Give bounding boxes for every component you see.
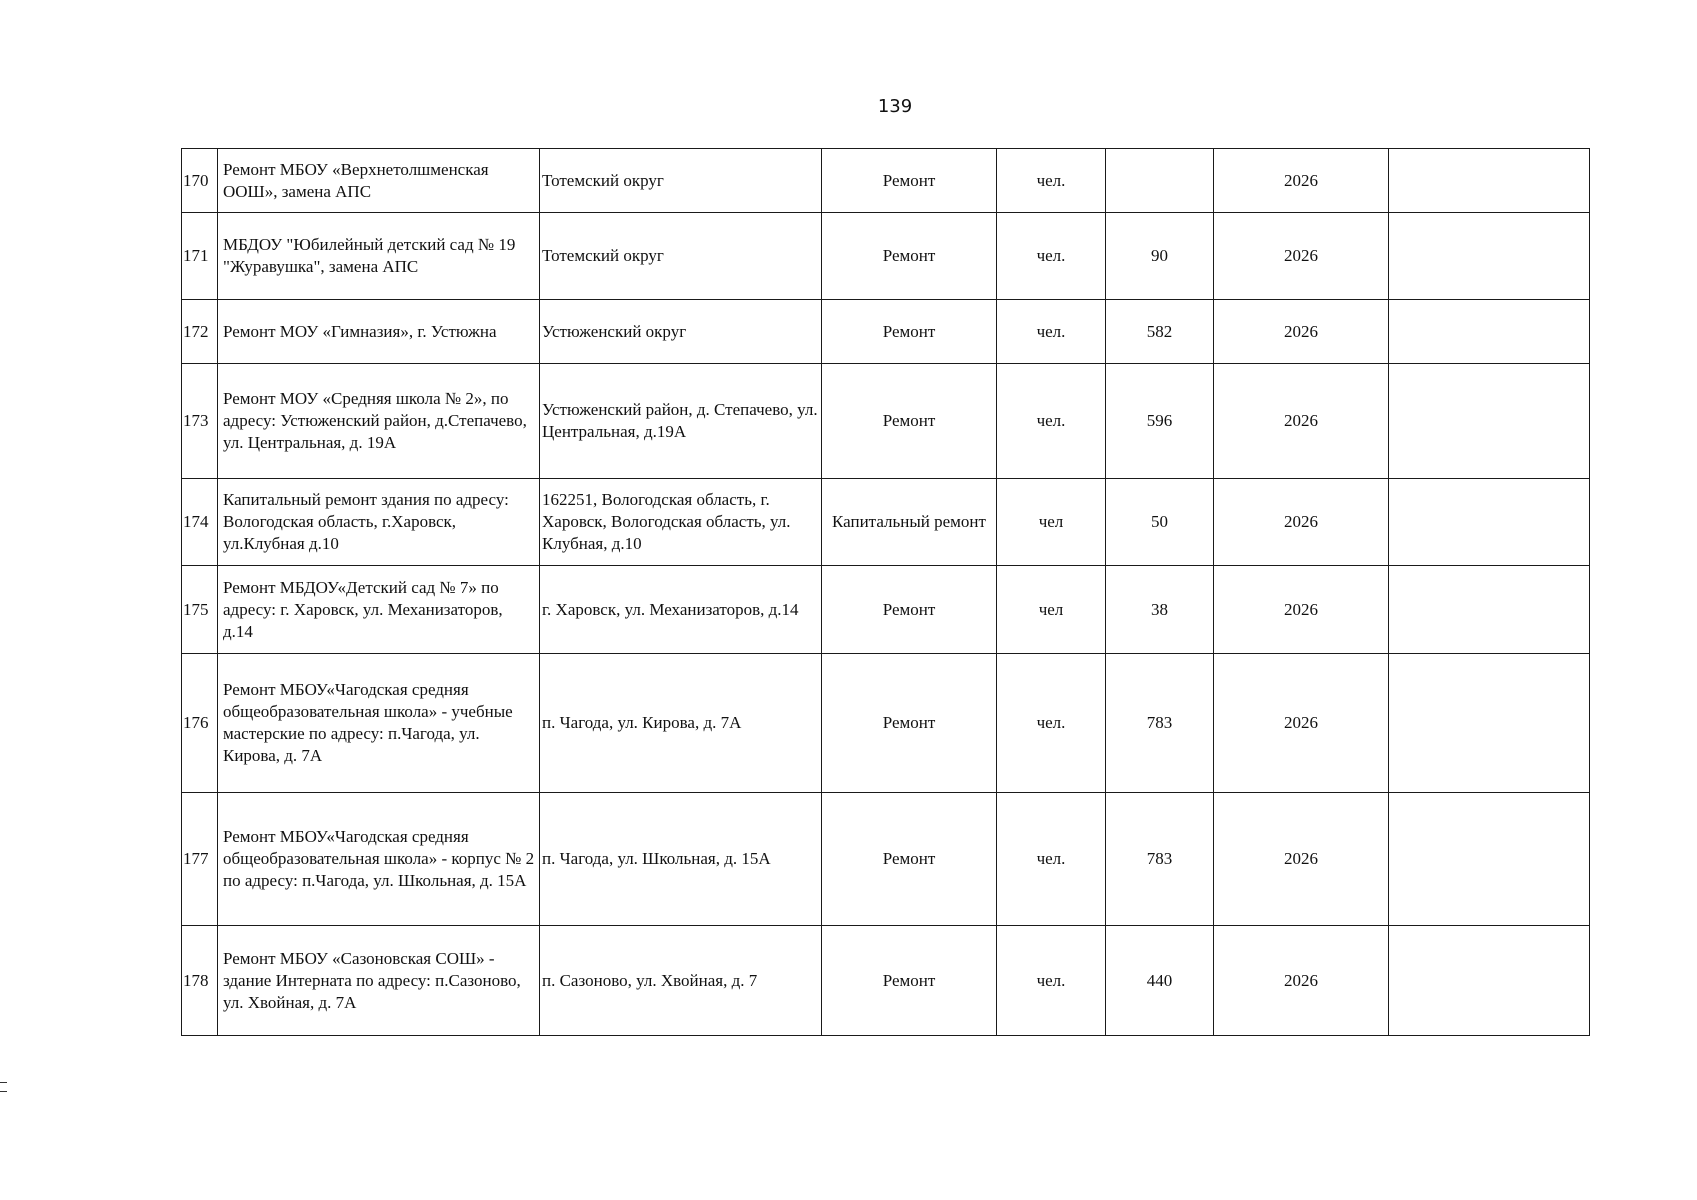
table-row [182, 213, 1590, 300]
unit-cell: чел. [997, 926, 1106, 1036]
year-cell: 2026 [1214, 654, 1389, 793]
year-cell: 2026 [1214, 793, 1389, 926]
address-cell: Тотемский округ [540, 213, 822, 300]
capacity-cell: 440 [1106, 926, 1214, 1036]
note-cell [1389, 213, 1590, 300]
object-name-cell: Ремонт МБДОУ«Детский сад № 7» по адресу: г. Харовск, ул. Механизаторов, д.14 [218, 566, 540, 654]
address-cell: г. Харовск, ул. Механизаторов, д.14 [540, 566, 822, 654]
capacity-cell: 50 [1106, 479, 1214, 566]
address-cell: п. Сазоново, ул. Хвойная, д. 7 [540, 926, 822, 1036]
table-row [182, 793, 1590, 926]
scan-edge-mark [0, 1082, 7, 1092]
work-type-cell: Ремонт [822, 149, 997, 213]
work-type-cell: Ремонт [822, 793, 997, 926]
table-row [182, 364, 1590, 479]
address-cell: Устюженский округ [540, 300, 822, 364]
objects-table-container [181, 148, 1589, 1036]
year-cell: 2026 [1214, 149, 1389, 213]
row-number-cell: 170 [182, 149, 218, 213]
note-cell [1389, 654, 1590, 793]
object-name-cell: Ремонт МБОУ«Чагодская средняя общеобразовательная школа» - учебные мастерские по адресу: п.Чагода, ул. Кирова, д. 7А [218, 654, 540, 793]
capacity-cell: 783 [1106, 654, 1214, 793]
row-number-cell: 176 [182, 654, 218, 793]
year-cell: 2026 [1214, 566, 1389, 654]
row-number-cell: 172 [182, 300, 218, 364]
row-number-cell: 177 [182, 793, 218, 926]
year-cell: 2026 [1214, 213, 1389, 300]
unit-cell: чел. [997, 793, 1106, 926]
object-name-cell: МБДОУ "Юбилейный детский сад № 19 "Журавушка", замена АПС [218, 213, 540, 300]
objects-table [181, 148, 1590, 1036]
address-cell: 162251, Вологодская область, г. Харовск, Вологодская область, ул. Клубная, д.10 [540, 479, 822, 566]
work-type-cell: Капитальный ремонт [822, 479, 997, 566]
table-row [182, 300, 1590, 364]
year-cell: 2026 [1214, 479, 1389, 566]
unit-cell: чел [997, 566, 1106, 654]
address-cell: Тотемский округ [540, 149, 822, 213]
note-cell [1389, 566, 1590, 654]
capacity-cell: 596 [1106, 364, 1214, 479]
unit-cell: чел [997, 479, 1106, 566]
address-cell: п. Чагода, ул. Школьная, д. 15А [540, 793, 822, 926]
note-cell [1389, 479, 1590, 566]
object-name-cell: Ремонт МОУ «Гимназия», г. Устюжна [218, 300, 540, 364]
year-cell: 2026 [1214, 364, 1389, 479]
object-name-cell: Капитальный ремонт здания по адресу: Вологодская область, г.Харовск, ул.Клубная д.10 [218, 479, 540, 566]
work-type-cell: Ремонт [822, 566, 997, 654]
unit-cell: чел. [997, 300, 1106, 364]
year-cell: 2026 [1214, 300, 1389, 364]
note-cell [1389, 149, 1590, 213]
unit-cell: чел. [997, 149, 1106, 213]
address-cell: Устюженский район, д. Степачево, ул. Центральная, д.19А [540, 364, 822, 479]
capacity-cell: 38 [1106, 566, 1214, 654]
row-number-cell: 175 [182, 566, 218, 654]
note-cell [1389, 793, 1590, 926]
capacity-cell [1106, 149, 1214, 213]
table-body [182, 149, 1590, 1036]
work-type-cell: Ремонт [822, 926, 997, 1036]
row-number-cell: 178 [182, 926, 218, 1036]
unit-cell: чел. [997, 213, 1106, 300]
note-cell [1389, 926, 1590, 1036]
object-name-cell: Ремонт МБОУ «Сазоновская СОШ» - здание Интерната по адресу: п.Сазоново, ул. Хвойная, д. 7А [218, 926, 540, 1036]
work-type-cell: Ремонт [822, 300, 997, 364]
row-number-cell: 174 [182, 479, 218, 566]
unit-cell: чел. [997, 654, 1106, 793]
table-row [182, 566, 1590, 654]
work-type-cell: Ремонт [822, 654, 997, 793]
note-cell [1389, 364, 1590, 479]
note-cell [1389, 300, 1590, 364]
row-number-cell: 173 [182, 364, 218, 479]
row-number-cell: 171 [182, 213, 218, 300]
table-row [182, 479, 1590, 566]
object-name-cell: Ремонт МОУ «Средняя школа № 2», по адресу: Устюженский район, д.Степачево, ул. Центральная, д. 19А [218, 364, 540, 479]
year-cell: 2026 [1214, 926, 1389, 1036]
work-type-cell: Ремонт [822, 213, 997, 300]
capacity-cell: 582 [1106, 300, 1214, 364]
work-type-cell: Ремонт [822, 364, 997, 479]
capacity-cell: 90 [1106, 213, 1214, 300]
object-name-cell: Ремонт МБОУ «Верхнетолшменская ООШ», замена АПС [218, 149, 540, 213]
unit-cell: чел. [997, 364, 1106, 479]
capacity-cell: 783 [1106, 793, 1214, 926]
table-row [182, 926, 1590, 1036]
page-number: 139 [877, 96, 913, 117]
table-row [182, 149, 1590, 213]
address-cell: п. Чагода, ул. Кирова, д. 7А [540, 654, 822, 793]
table-row [182, 654, 1590, 793]
object-name-cell: Ремонт МБОУ«Чагодская средняя общеобразовательная школа» - корпус № 2 по адресу: п.Чагода, ул. Школьная, д. 15А [218, 793, 540, 926]
